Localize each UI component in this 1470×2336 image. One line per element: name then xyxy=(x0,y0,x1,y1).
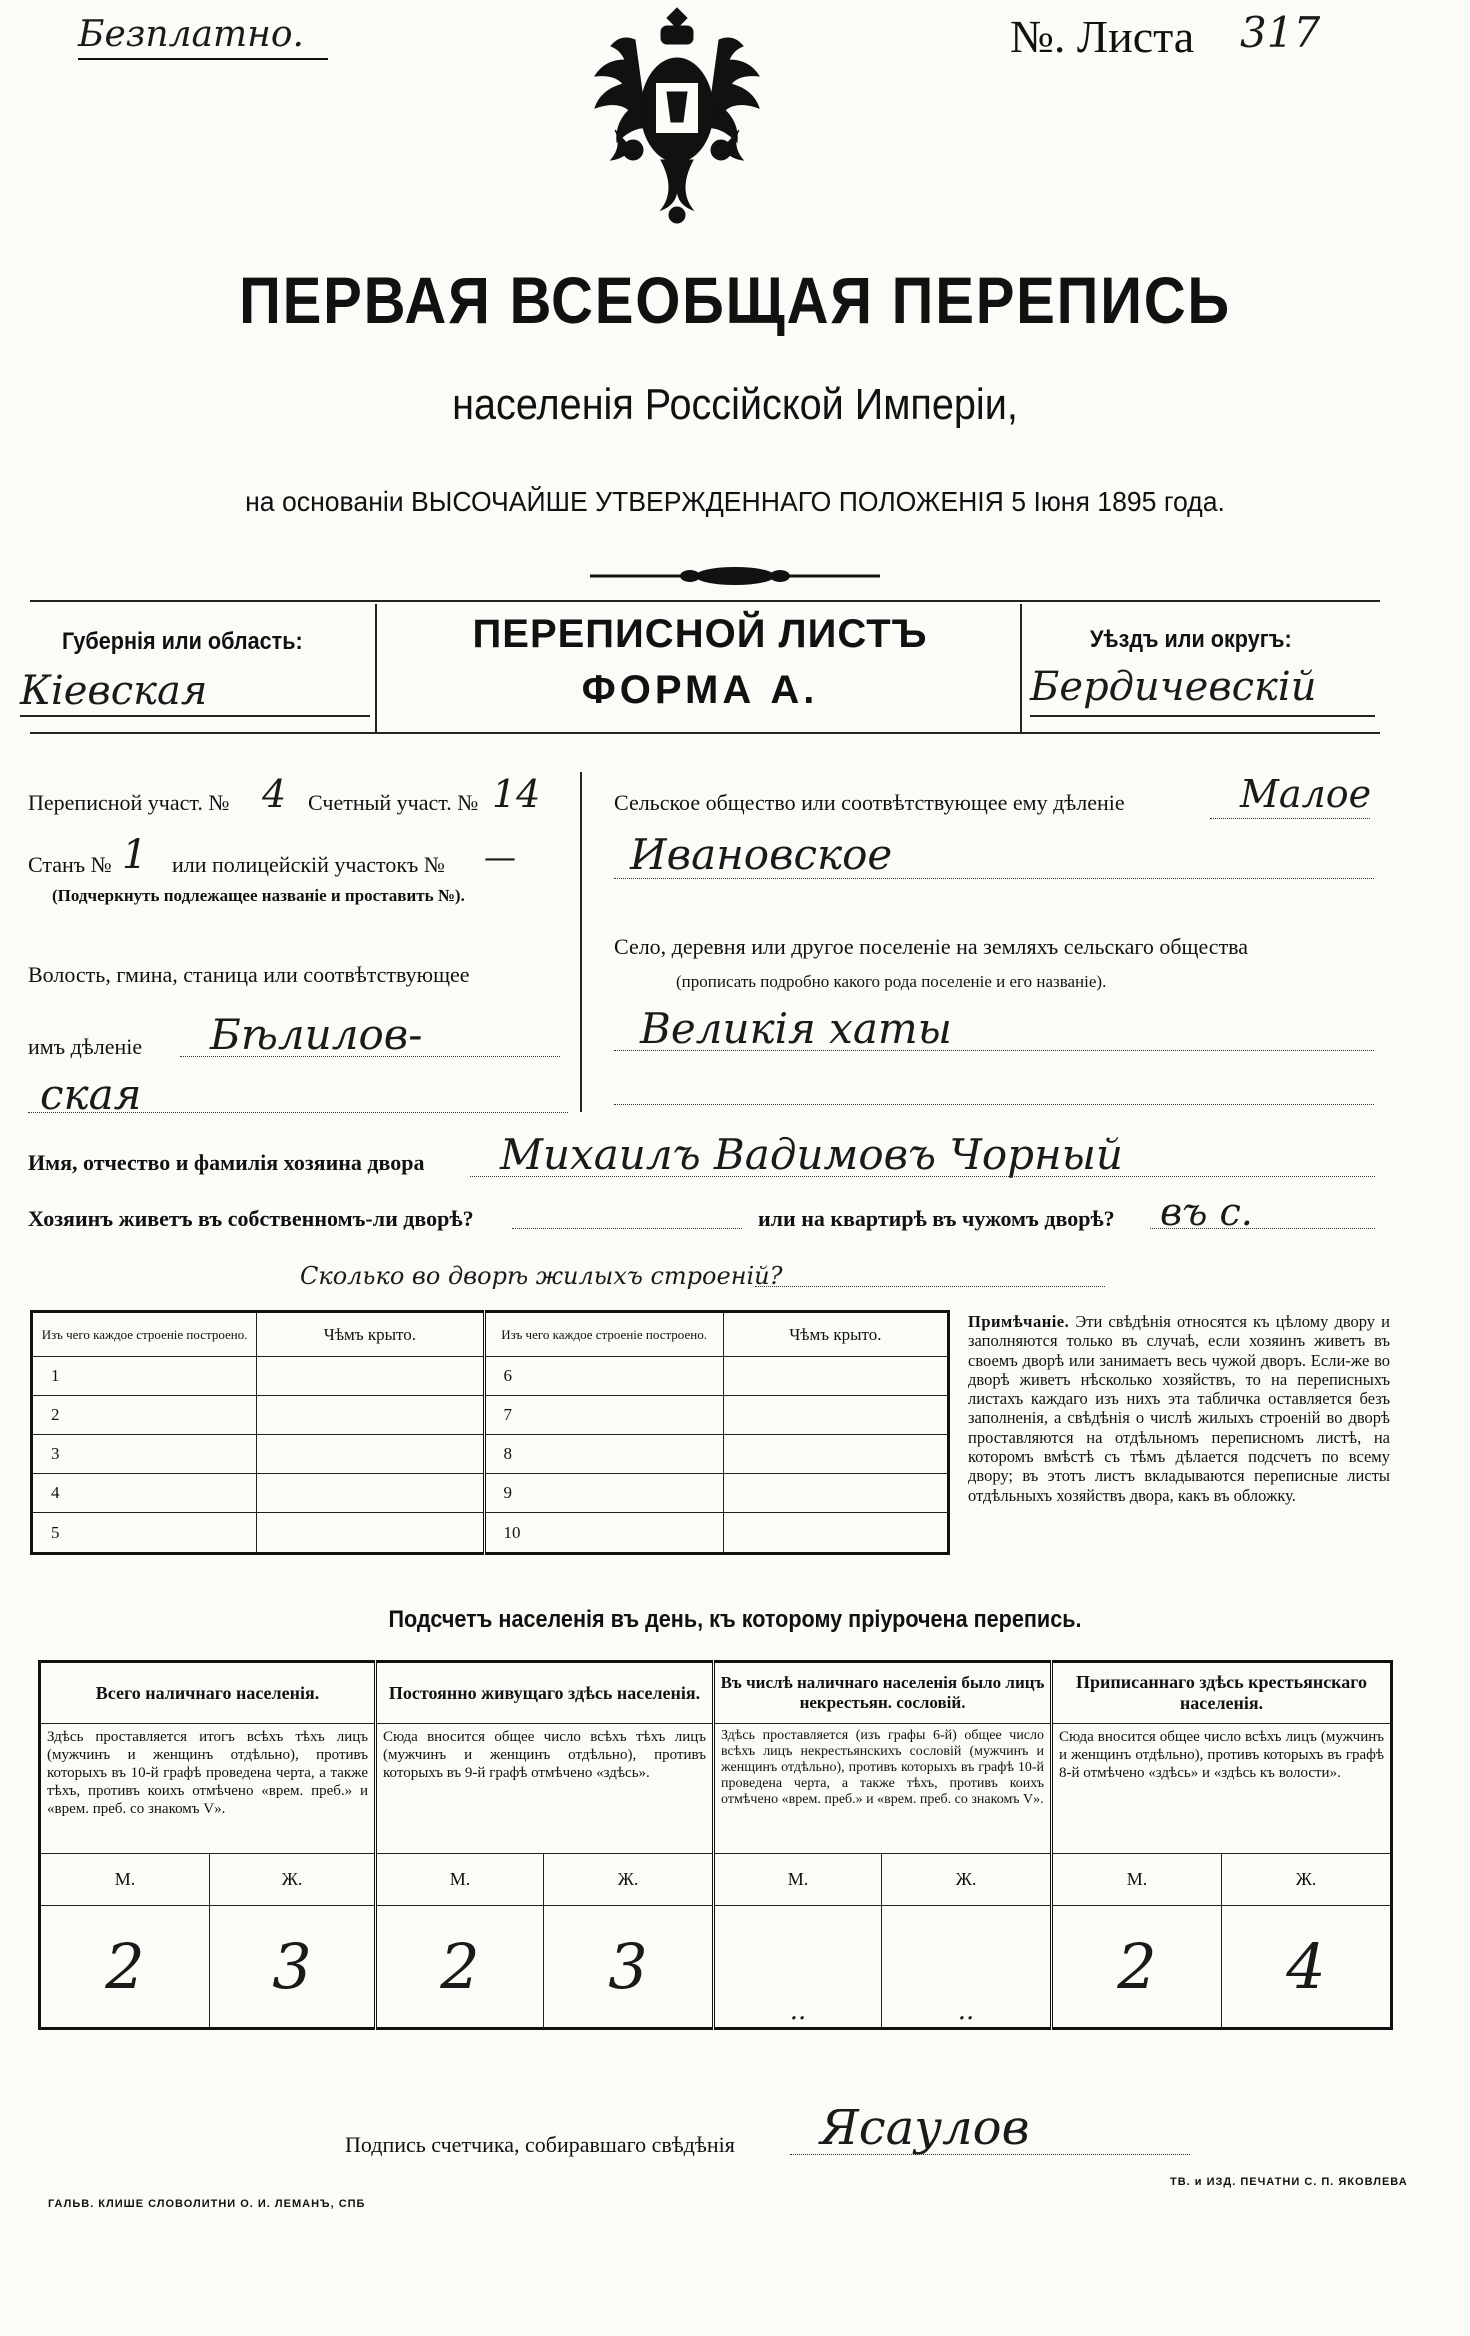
building-row-number: 7 xyxy=(484,1396,723,1435)
female-header: Ж. xyxy=(544,1854,714,1906)
census-area-label: Переписной участ. № xyxy=(28,790,230,815)
building-row-number: 6 xyxy=(484,1357,723,1396)
total-male-value: 2 xyxy=(40,1906,210,2029)
owner-value: Михаилъ Вадимовъ Чорный xyxy=(500,1130,1123,1179)
count-col-head: Въ числѣ наличнаго населенія было лицъ некрестьян. сословій. xyxy=(714,1662,1052,1724)
police-value: — xyxy=(484,838,516,876)
count-col-head: Постоянно живущаго здѣсь населенія. xyxy=(376,1662,714,1724)
table-cell xyxy=(257,1357,484,1396)
legal-basis: на основаніи ВЫСОЧАЙШЕ УТВЕРЖДЕННАГО ПОЛОЖЕНІЯ 5 Іюня 1895 года. xyxy=(245,486,1225,517)
table-cell xyxy=(257,1435,484,1474)
form-header-divider-left xyxy=(375,604,377,732)
count-col-desc: Сюда вносится общее число всѣхъ лицъ (мужчинъ и женщинъ отдѣльно), противъ которыхъ въ графѣ 8-й отмѣчено «здѣсь» и «здѣсь къ волости». xyxy=(1052,1724,1392,1854)
col-roof-left: Чѣмъ крыто. xyxy=(257,1312,484,1357)
owner-line xyxy=(470,1176,1375,1177)
footer-left-imprint: ГАЛЬВ. КЛИШЕ СЛОВОЛИТНИ О. И. ЛЕМАНЪ, СПБ xyxy=(48,2198,366,2210)
free-label: Безплатно. xyxy=(78,14,304,55)
peasant-female-value: 4 xyxy=(1222,1906,1392,2029)
signature-label: Подпись счетчика, собиравшаго свѣдѣнія xyxy=(345,2132,735,2157)
non-peasant-male-value: .. xyxy=(714,1906,882,2029)
form-header-divider-right xyxy=(1020,604,1022,732)
permanent-female-value: 3 xyxy=(544,1906,714,2029)
table-cell xyxy=(257,1396,484,1435)
district-value: Бердичевскій xyxy=(1030,664,1317,710)
table-cell xyxy=(257,1513,484,1554)
province-label: Губернія или область: xyxy=(62,628,303,655)
building-row-number: 4 xyxy=(32,1474,257,1513)
non-peasant-female-value: .. xyxy=(882,1906,1052,2029)
population-count-table xyxy=(38,1660,1393,2030)
count-title: Подсчетъ населенія въ день, къ которому пріурочена перепись. xyxy=(388,1606,1082,1633)
building-row-number: 10 xyxy=(484,1513,723,1554)
counting-area-label: Счетный участ. № xyxy=(308,790,479,815)
ornament-divider xyxy=(590,562,880,590)
police-label: или полицейскій участокъ № xyxy=(172,852,445,877)
census-area-value: 4 xyxy=(262,772,287,816)
society-line-cont xyxy=(614,878,1374,879)
sheet-number-label: №. Листа xyxy=(1010,11,1195,62)
stan-note: (Подчеркнуть подлежащее названіе и проставить №). xyxy=(52,886,465,905)
male-header: М. xyxy=(1052,1854,1222,1906)
village-note: (прописать подробно какого рода поселеніе и его названіе). xyxy=(676,972,1107,991)
col-material-left: Изъ чего каждое строеніе построено. xyxy=(32,1312,257,1357)
document-title: ПЕРВАЯ ВСЕОБЩАЯ ПЕРЕПИСЬ xyxy=(239,263,1231,337)
building-row-number: 5 xyxy=(32,1513,257,1554)
col-material-right: Изъ чего каждое строеніе построено. xyxy=(484,1312,723,1357)
female-header: Ж. xyxy=(210,1854,376,1906)
own-yard-line xyxy=(512,1228,742,1229)
note-title: Примѣчаніе. xyxy=(968,1312,1070,1331)
total-female-value: 3 xyxy=(210,1906,376,2029)
other-yard-value: въ с. xyxy=(1160,1190,1253,1234)
table-cell xyxy=(723,1357,948,1396)
table-cell xyxy=(723,1474,948,1513)
footer-right-imprint: ТВ. и ИЗД. ПЕЧАТНИ С. П. ЯКОВЛЕВА xyxy=(1170,2176,1408,2188)
female-header: Ж. xyxy=(882,1854,1052,1906)
buildings-table xyxy=(30,1310,950,1555)
count-col-desc: Здѣсь проставляется (изъ графы 6-й) общее число всѣхъ лицъ некрестьянскихъ сословій (мужчинъ и женщинъ отдѣльно), противъ которыхъ въ графѣ 10-й проведена черта, а также тѣхъ, противъ коихъ отмѣчено «врем. преб.» и «врем. преб. со знакомъ V». xyxy=(714,1724,1052,1854)
enumerator-signature: Ясаулов xyxy=(820,2100,1030,2156)
volost-label-cont: имъ дѣленіе xyxy=(28,1034,143,1059)
note-block xyxy=(968,1312,1390,1505)
table-cell xyxy=(723,1513,948,1554)
village-label: Село, деревня или другое поселеніе на земляхъ сельскаго общества xyxy=(614,934,1249,959)
society-label: Сельское общество или соотвѣтствующее ему дѣленіе xyxy=(614,790,1125,815)
male-header: М. xyxy=(714,1854,882,1906)
society-value-cont: Ивановское xyxy=(630,830,893,879)
free-underline xyxy=(78,58,328,60)
district-label: Уѣздъ или округъ: xyxy=(1090,626,1292,653)
form-subtitle: ФОРМА А. xyxy=(581,668,819,712)
volost-value-cont: ская xyxy=(40,1070,142,1119)
society-line xyxy=(1210,818,1370,819)
village-line-cont xyxy=(614,1104,1374,1105)
table-cell xyxy=(723,1435,948,1474)
imperial-eagle-emblem xyxy=(575,0,780,230)
other-yard-label: или на квартирѣ въ чужомъ дворѣ? xyxy=(758,1206,1115,1231)
buildings-question: Сколько во дворѣ жилыхъ строеній? xyxy=(300,1262,783,1290)
village-value: Великія хаты xyxy=(640,1004,952,1053)
document-subtitle: населенія Россійской Имперіи, xyxy=(452,380,1018,429)
form-title: ПЕРЕПИСНОЙ ЛИСТЪ xyxy=(472,612,928,656)
permanent-male-value: 2 xyxy=(376,1906,544,2029)
building-row-number: 8 xyxy=(484,1435,723,1474)
male-header: М. xyxy=(40,1854,210,1906)
district-line xyxy=(1030,715,1375,717)
buildings-line xyxy=(755,1286,1105,1287)
owner-label: Имя, отчество и фамилія хозяина двора xyxy=(28,1150,425,1175)
note-text: Эти свѣдѣнія относятся къ цѣлому двору и заполняются только въ случаѣ, если хозяинъ живетъ въ своемъ дворѣ или занимаетъ весь чужой дворъ. Если-же во дворѣ живетъ нѣсколько хозяйствъ, то на переписныхъ листахъ каждаго изъ нихъ эта табличка оставляется безъ заполненія, а свѣдѣнія о числѣ жилыхъ строеній во дворѣ проставляются на отдѣльномъ переписномъ листѣ, на которомъ вмѣстѣ съ тѣмъ дѣлается подсчетъ по всему двору; въ этотъ листъ вкладываются переписные листы отдѣльныхъ хозяйствъ двора, какъ въ обложку. xyxy=(968,1312,1390,1505)
province-line xyxy=(20,715,370,717)
counting-area-value: 14 xyxy=(492,772,541,816)
count-col-desc: Сюда вносится общее число всѣхъ тѣхъ лицъ (мужчинъ и женщинъ отдѣльно), противъ которыхъ въ 9-й графѣ отмѣчено «здѣсь». xyxy=(376,1724,714,1854)
female-header: Ж. xyxy=(1222,1854,1392,1906)
society-value: Малое xyxy=(1240,772,1372,816)
count-col-head: Приписаннаго здѣсь крестьянскаго населенія. xyxy=(1052,1662,1392,1724)
building-row-number: 9 xyxy=(484,1474,723,1513)
other-yard-line xyxy=(1150,1228,1375,1229)
volost-line-cont xyxy=(28,1112,568,1113)
stan-value: 1 xyxy=(122,832,148,878)
fields-column-divider xyxy=(580,772,582,1112)
own-yard-label: Хозяинъ живетъ въ собственномъ-ли дворѣ? xyxy=(28,1206,474,1231)
village-line xyxy=(614,1050,1374,1051)
building-row-number: 1 xyxy=(32,1357,257,1396)
volost-value: Бѣлилов- xyxy=(210,1010,423,1059)
col-roof-right: Чѣмъ крыто. xyxy=(723,1312,948,1357)
peasant-male-value: 2 xyxy=(1052,1906,1222,2029)
building-row-number: 2 xyxy=(32,1396,257,1435)
table-cell xyxy=(257,1474,484,1513)
volost-label: Волость, гмина, станица или соотвѣтствующее xyxy=(28,962,470,987)
count-col-desc: Здѣсь проставляется итогъ всѣхъ тѣхъ лицъ (мужчинъ и женщинъ отдѣльно), противъ которыхъ въ 10-й графѣ проведена черта, а также тѣхъ, противъ коихъ отмѣчено «врем. преб.» и «врем. преб. со знакомъ V». xyxy=(40,1724,376,1854)
male-header: М. xyxy=(376,1854,544,1906)
province-value: Кіевская xyxy=(20,668,208,714)
count-col-head: Всего наличнаго населенія. xyxy=(40,1662,376,1724)
stan-label: Станъ № xyxy=(28,852,112,877)
sheet-number-value: 317 xyxy=(1240,8,1321,57)
volost-line xyxy=(180,1056,560,1057)
table-cell xyxy=(723,1396,948,1435)
building-row-number: 3 xyxy=(32,1435,257,1474)
